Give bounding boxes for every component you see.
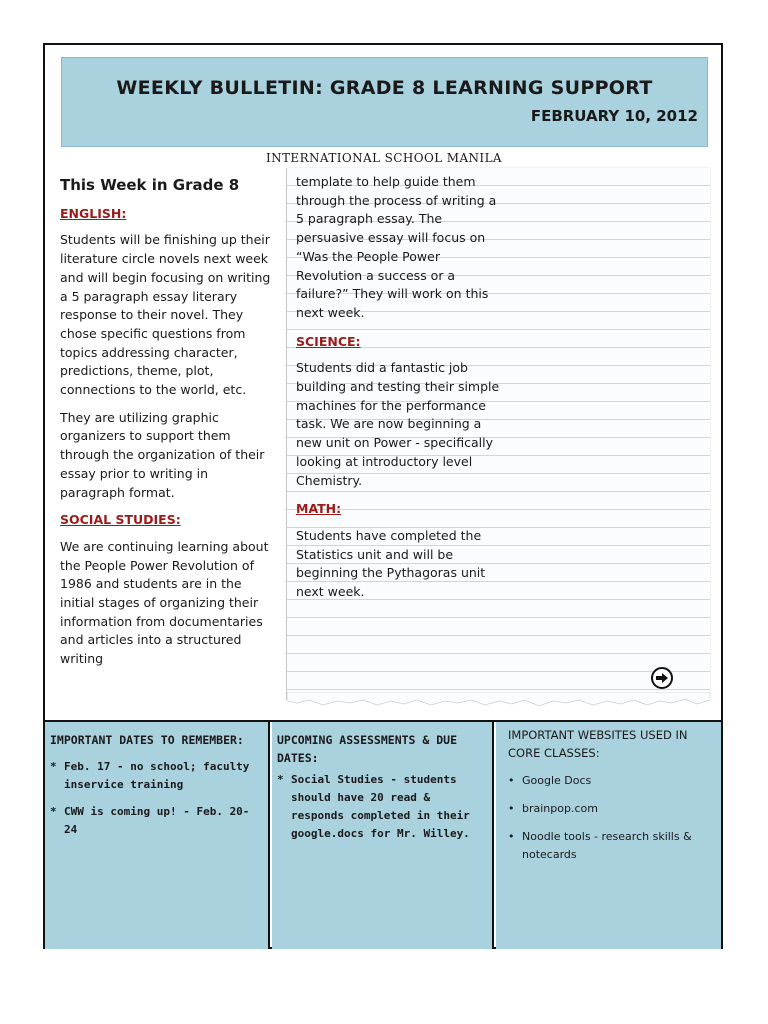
list-item bbox=[50, 803, 262, 839]
bullet-icon: • bbox=[508, 774, 515, 787]
arrow-right-circle-icon[interactable] bbox=[651, 667, 673, 689]
website-item-text: Noodle tools - research skills & notecards bbox=[522, 830, 692, 861]
bulletin-title: WEEKLY BULLETIN: GRADE 8 LEARNING SUPPORT bbox=[116, 77, 653, 99]
math-paragraph: Students have completed the Statistics unit and will be beginning the Pythagoras unit next week. bbox=[296, 527, 486, 600]
date-item-text: Feb. 17 - no school; faculty inservice training bbox=[64, 760, 250, 791]
social-studies-continued: template to help guide them through the process of writing a 5 paragraph essay. The persuasive essay will focus on “Was the People Power Revolution a success or a failure?” They will work on this next week. bbox=[296, 174, 497, 320]
date-item-text: CWW is coming up! - Feb. 20-24 bbox=[64, 805, 250, 836]
website-item-text: brainpop.com bbox=[522, 802, 598, 815]
english-paragraph-1: Students will be finishing up their literature circle novels next week and will begin focusing on writing a 5 paragraph essay literary response to their novel. They chose specific questions from topics addressing character, predictions, theme, plot, connections to the world, etc. bbox=[60, 232, 271, 398]
list-item bbox=[508, 800, 715, 818]
important-dates-box bbox=[45, 722, 270, 949]
important-dates-heading: IMPORTANT DATES TO REMEMBER: bbox=[50, 733, 244, 747]
website-item-text: Google Docs bbox=[522, 774, 592, 787]
social-studies-paragraph: We are continuing learning about the People Power Revolution of 1986 and students are in the initial stages of organizing their information from documentaries and articles into a structured writing bbox=[60, 538, 269, 667]
science-heading: SCIENCE: bbox=[296, 333, 361, 349]
science-paragraph: Students did a fantastic job building and testing their simple machines for the performance task. We are now beginning a new unit on Power - specifically looking at introductory level Chemistry. bbox=[296, 360, 500, 488]
assessment-item-text: Social Studies - students should have 20 read & responds completed in their google.docs for Mr. Willey. bbox=[291, 773, 470, 840]
bullet-icon: • bbox=[508, 830, 515, 843]
assessments-box bbox=[272, 722, 494, 949]
school-name: INTERNATIONAL SCHOOL MANILA bbox=[265, 151, 503, 165]
list-item bbox=[508, 772, 715, 790]
english-heading: ENGLISH: bbox=[60, 205, 127, 221]
asterisk-marker: * bbox=[277, 773, 284, 786]
english-paragraph-2: They are utilizing graphic organizers to support them through the organization of their essay prior to writing in paragraph format. bbox=[60, 409, 265, 500]
asterisk-marker: * bbox=[50, 805, 57, 818]
list-item bbox=[277, 771, 486, 843]
websites-box bbox=[496, 722, 721, 949]
asterisk-marker: * bbox=[50, 760, 57, 773]
week-heading: This Week in Grade 8 bbox=[60, 176, 240, 194]
right-column bbox=[296, 173, 501, 612]
websites-heading: IMPORTANT WEBSITES USED IN CORE CLASSES: bbox=[508, 728, 688, 760]
bulletin-date: FEBRUARY 10, 2012 bbox=[530, 107, 698, 125]
math-heading: MATH: bbox=[296, 501, 342, 517]
assessments-heading: UPCOMING ASSESSMENTS & DUE DATES: bbox=[277, 733, 458, 765]
torn-paper-edge bbox=[287, 692, 710, 708]
left-column bbox=[60, 172, 275, 678]
list-item bbox=[50, 758, 262, 794]
social-studies-heading: SOCIAL STUDIES: bbox=[60, 512, 181, 528]
bullet-icon: • bbox=[508, 802, 515, 815]
list-item bbox=[508, 828, 715, 864]
header-banner bbox=[61, 57, 708, 147]
